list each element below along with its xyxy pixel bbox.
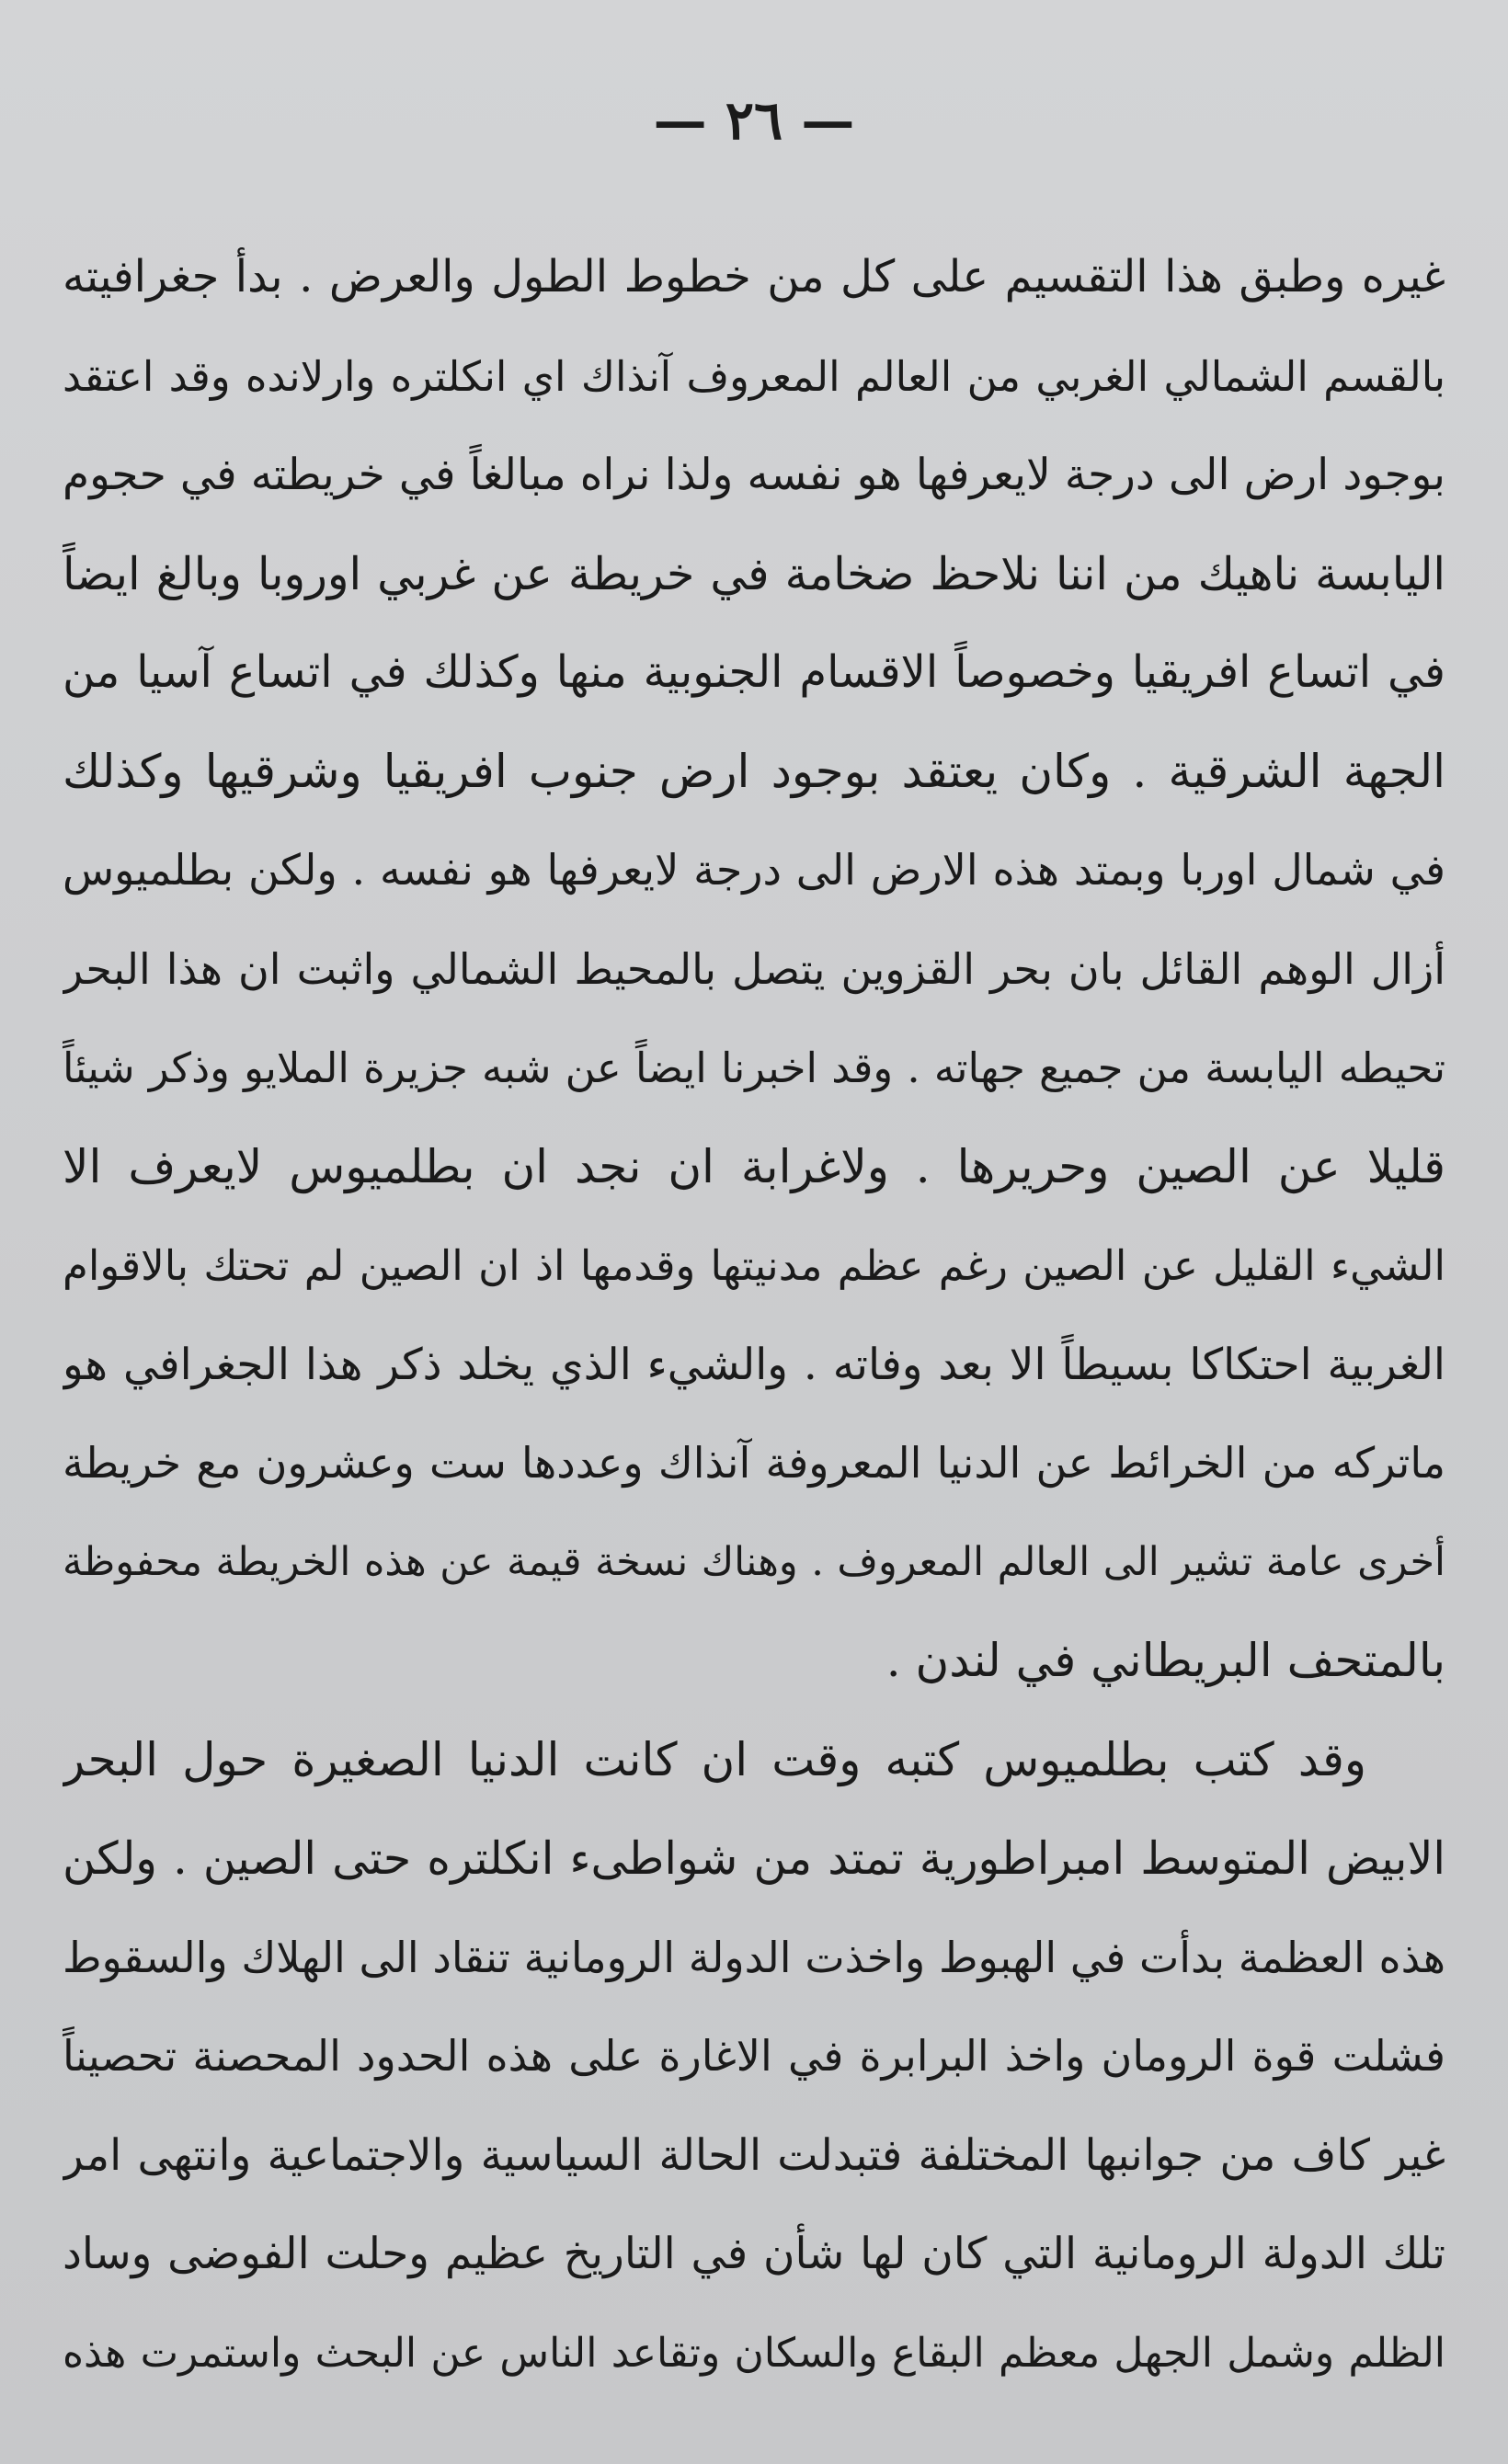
- body-text: [63, 228, 1445, 2402]
- text-line: تلك الدولة الرومانية التي كان لها شأن في التاريخ عظيم وحلت الفوضى وساد: [63, 2229, 1445, 2279]
- text-line: الابيض المتوسط امبراطورية تمتد من شواطىء انكلتره حتى الصين . ولكن: [63, 1832, 1445, 1885]
- text-line: بوجود ارض الى درجة لايعرفها هو نفسه ولذا نراه مبالغاً في خريطته في حجوم: [63, 450, 1445, 500]
- text-line: بالمتحف البريطاني في لندن .: [885, 1634, 1445, 1687]
- text-line: الغربية احتكاكا بسيطاً الا بعد وفاته . والشيء الذي يخلد ذكر هذا الجغرافي هو: [63, 1339, 1445, 1390]
- text-line: اليابسة ناهيك من اننا نلاحظ ضخامة في خريطة عن غربي اوروبا وبالغ ايضاً: [63, 547, 1445, 600]
- text-line: الظلم وشمل الجهل معظم البقاع والسكان وتقاعد الناس عن البحث واستمرت هذه: [63, 2329, 1445, 2377]
- text-line: الشيء القليل عن الصين رغم عظم مدنيتها وقدمها اذ ان الصين لم تحتك بالاقوام: [63, 1241, 1445, 1290]
- text-line: بالقسم الشمالي الغربي من العالم المعروف آنذاك اي انكلتره وارلانده وقد اعتقد: [63, 351, 1445, 401]
- text-line: أزال الوهم القائل بان بحر القزوين يتصل بالمحيط الشمالي واثبت ان هذا البحر: [63, 943, 1445, 994]
- text-line: فشلت قوة الرومان واخذ البرابرة في الاغارة على هذه الحدود المحصنة تحصيناً: [63, 2031, 1445, 2081]
- paragraph-2: [63, 1711, 1445, 2403]
- text-line: هذه العظمة بدأت في الهبوط واخذت الدولة الرومانية تنقاد الى الهلاك والسقوط: [63, 1932, 1445, 1982]
- text-line: وقد كتب بطلميوس كتبه وقت ان كانت الدنيا الصغيرة حول البحر: [63, 1732, 1366, 1786]
- text-line: ماتركه من الخرائط عن الدنيا المعروفة آنذاك وعددها ست وعشرون مع خريطة: [63, 1438, 1445, 1488]
- text-line: تحيطه اليابسة من جميع جهاته . وقد اخبرنا ايضاً عن شبه جزيرة الملايو وذكر شيئاً: [63, 1044, 1445, 1092]
- text-line: أخرى عامة تشير الى العالم المعروف . وهناك نسخة قيمة عن هذه الخريطة محفوظة: [63, 1538, 1445, 1585]
- text-line: في اتساع افريقيا وخصوصاً الاقسام الجنوبية منها وكذلك في اتساع آسيا من: [63, 646, 1445, 698]
- text-line: قليلا عن الصين وحريرها . ولاغرابة ان نجد ان بطلميوس لايعرف الا: [63, 1139, 1445, 1193]
- text-line: الجهة الشرقية . وكان يعتقد بوجود ارض جنوب افريقيا وشرقيها وكذلك: [63, 744, 1445, 798]
- text-line: غير كاف من جوانبها المختلفة فتبدلت الحالة السياسية والاجتماعية وانتهى امر: [63, 2129, 1445, 2181]
- text-line: غيره وطبق هذا التقسيم على كل من خطوط الطول والعرض . بدأ جغرافيته: [63, 251, 1445, 302]
- paragraph-1: [63, 228, 1445, 1711]
- text-line: في شمال اوربا وبمتد هذه الارض الى درجة لايعرفها هو نفسه . ولكن بطلميوس: [63, 845, 1445, 895]
- page-number: — ٢٦ —: [653, 89, 855, 152]
